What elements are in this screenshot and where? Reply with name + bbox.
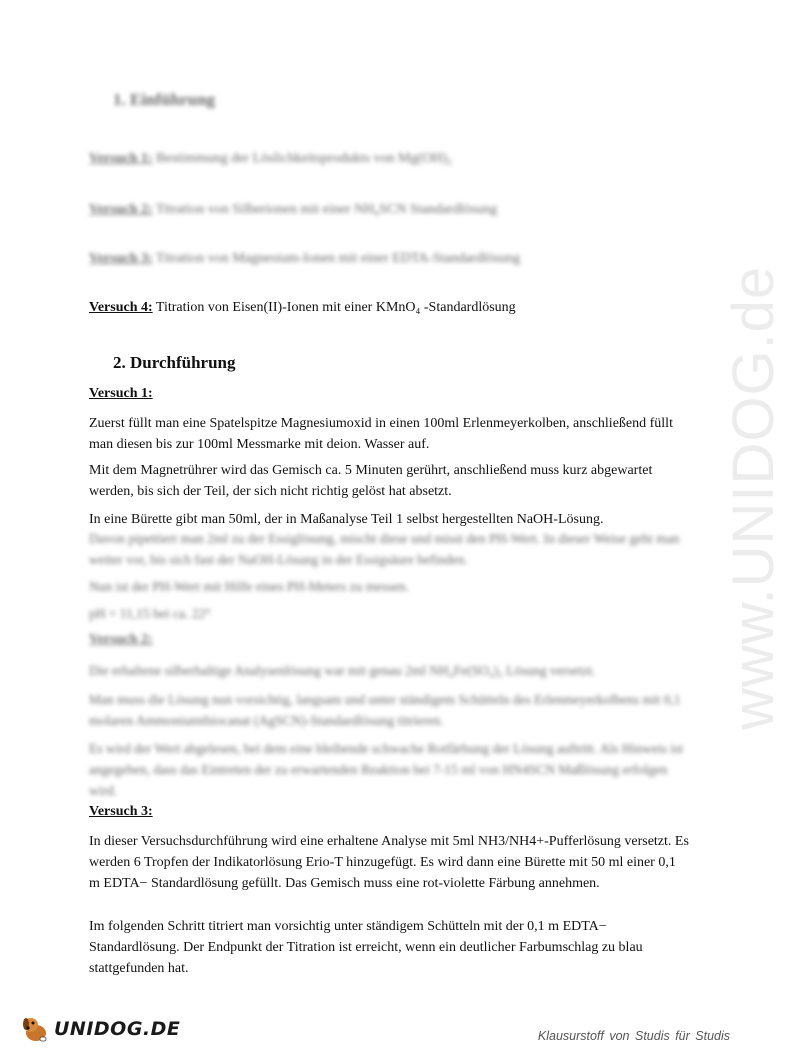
v1-paragraph-3: In eine Bürette gibt man 50ml, der in Maßanalyse Teil 1 selbst hergestellten NaOH-Lösung. [89, 512, 604, 527]
logo-text: UNIDOG.DE [54, 1018, 181, 1040]
v2-paragraph-1: Die erhaltene silberhaltige Analysenlösung war mit genau 2ml NH₄Fe(SO₄)₂ Lösung versetzt. [89, 663, 596, 678]
watermark: www.UNIDOG.de [721, 265, 786, 730]
intro-versuch-4-label: Versuch 4: [89, 300, 153, 315]
intro-versuch-1 [89, 151, 452, 167]
intro-versuch-3-text: Titration von Magnesium-Ionen mit einer EDTA-Standardlösung [152, 251, 521, 266]
intro-versuch-2 [89, 202, 497, 218]
v1-paragraph-4: Nun ist der PH-Wert mit Hilfe eines PH-Meters zu messen. [89, 579, 409, 594]
intro-versuch-3 [89, 251, 520, 267]
v1-paragraph-2: Mit dem Magnetrührer wird das Gemisch ca. 5 Minuten gerührt, anschließend muss kurz abgewartet werden, bis sich der Teil, der sich nicht richtig gelöst hat absetzt. [89, 463, 653, 499]
intro-versuch-2-text: Titration von Silberionen mit einer NH₄SCN Standardlösung [152, 202, 498, 217]
v2-paragraph-2: Man muss die Lösung nun vorsichtig, langsam und unter ständigem Schütteln des Erlenmeyerkolbens mit 0,1 molaren Ammoniumthiocanat (AgSCN)-Standardlösung titrieren. [89, 692, 681, 728]
v3-paragraph-2: Im folgenden Schritt titriert man vorsichtig unter ständigem Schütteln mit der 0,1 m EDTA− Standardlösung. Der Endpunkt der Titration ist erreicht, wenn ein deutlicher Farbumschlag zu blau stattgefunden hat. [89, 919, 643, 976]
intro-versuch-2-label: Versuch 2: [89, 202, 153, 217]
v3-paragraph-1: In dieser Versuchsdurchführung wird eine erhaltene Analyse mit 5ml NH3/NH4+-Pufferlösung versetzt. Es werden 6 Tropfen der Indikatorlösung Erio-T hinzugefügt. Es wird dann eine Bürette mit 50 ml einer 0,1 m EDTA− Standardlösung gefüllt. Das Gemisch muss eine rot-violette Färbung annehmen. [89, 834, 689, 891]
v1-ph-result: pH = 11,15 bei ca. 22° [89, 606, 211, 621]
v1-label: Versuch 1: [89, 386, 153, 401]
intro-versuch-4-text: Titration von Eisen(II)-Ionen mit einer KMnO₄ -Standardlösung [152, 300, 516, 315]
intro-versuch-4 [89, 300, 516, 316]
section-heading-einfuehrung: 1. Einführung [113, 90, 216, 109]
footer-tagline: Klausurstoff von Studis für Studis [537, 1029, 730, 1043]
section-heading-durchfuehrung: 2. Durchführung [113, 353, 236, 372]
v1-paragraph-1: Zuerst füllt man eine Spatelspitze Magnesiumoxid in einen 100ml Erlenmeyerkolben, anschließend füllt man diesen bis zur 100ml Messmarke mit deion. Wasser auf. [89, 416, 673, 452]
dog-mascot-icon [20, 1014, 50, 1044]
intro-versuch-1-label: Versuch 1: [89, 151, 153, 166]
v2-label: Versuch 2: [89, 632, 153, 647]
unidog-logo[interactable] [20, 1014, 180, 1044]
v1-paragraph-3-continued: Davon pipettiert man 2ml zu der Essiglösung, mischt diese und misst den PH-Wert. In dieser Weise geht man weiter vor, bis sich fast der NaOH-Lösung in der Essigsäure befinden. [89, 531, 680, 567]
v3-label: Versuch 3: [89, 804, 153, 819]
v2-paragraph-3: Es wird der Wert abgelesen, bei dem eine bleibende schwache Rotfärbung der Lösung auftritt. Als Hinweis ist angegeben, dass das Eintreten der zu erwartenden Reaktion bei 7-15 ml von HN4SCN Maßlösung erfolgen wird. [89, 741, 683, 798]
intro-versuch-1-text: Bestimmung der Löslichkeitsprodukts von Mg(OH)₂ [152, 151, 452, 166]
intro-versuch-3-label: Versuch 3: [89, 251, 153, 266]
